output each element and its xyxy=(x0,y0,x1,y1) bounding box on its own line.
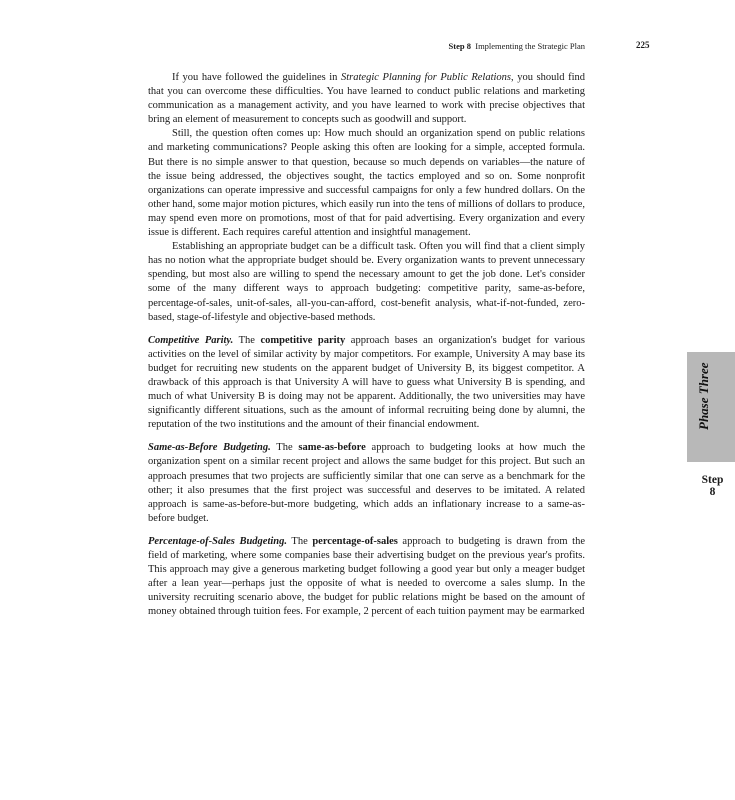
book-title: Strategic Planning for Public Relations xyxy=(341,72,512,83)
section-text: approach to budgeting looks at how much the organization spent on a similar recent project and allows the same budget for this project. But such an approach presumes that two projects are sufficiently similar that one can serve as a benchmark for the other; it also presumes that the first project was successful and deserves to be imitated. A related approach is same-as-before-but-more budgeting, which adds an inflationary increase to a same-as-before budget. xyxy=(148,442,585,524)
intro-text: If you have followed the guidelines in xyxy=(172,72,342,83)
header-step: Step 8 xyxy=(448,41,471,51)
running-header xyxy=(400,41,585,51)
section-heading: Percentage-of-Sales Budgeting. xyxy=(148,535,288,547)
key-term: competitive parity xyxy=(260,334,346,346)
section-heading: Competitive Parity. xyxy=(148,334,234,346)
intro-paragraph-2: Still, the question often comes up: How much should an organization spend on public relations and marketing communications? People asking this often are looking for a simple, accepted formula. But there is no simple answer to that question, because so much depends on variables—the nature of the issue being addressed, the objectives sought, the tactics employed and so on. Some nonprofit organizations can operate impressive and successful campaigns for only a few hundred dollars. On the other hand, some major motion pictures, which easily run into the tens of millions of dollars to produce, may spend even more on promotions, most of that for paid advertising. Every organization and every issue is different. Each requires careful attention and insightful management. xyxy=(148,128,585,239)
intro-paragraph-1 xyxy=(148,71,585,127)
step-number: 8 xyxy=(709,486,716,498)
phase-label: Phase Three xyxy=(696,362,711,430)
section-text: approach bases an organization's budget for various activities on the level of similar activity by major competitors. For example, University A may base its budget for recruiting new students on the apparent budget of University B, its biggest competitor. A drawback of this approach is that University A will have to guess what University B is spending, and much of what University B is doing may not be apparent. Additionally, the two universities may have significantly different situations, such as the amount of informal recruiting being done by alumni, the reputation of the two institutions and the amount of their financial endowment. xyxy=(148,334,585,431)
section-competitive-parity xyxy=(148,334,585,433)
header-section-title: Implementing the Strategic Plan xyxy=(475,41,585,51)
intro-paragraph-3: Establishing an appropriate budget can be a difficult task. Often you will find that a client simply has no notion what the appropriate budget should be. Every organization wants to prevent unnecessary spending, but most also are willing to spend the necessary amount to get the job done. Let's consider some of the many different ways to approach budgeting: competitive parity, same-as-before, percentage-of-sales, unit-of-sales, all-you-can-afford, cost-benefit analysis, what-if-not-funded, zero-based, stage-of-lifestyle and objective-based methods. xyxy=(148,241,585,323)
section-percentage-of-sales xyxy=(148,535,585,620)
intro-text: , you should find that you can overcome these difficulties. You have learned to conduct public relations and marketing communication as a management activity, and you have learned to work with precise objectives that bring an element of measurement to concepts such as goodwill and support. xyxy=(148,72,586,126)
key-term: same-as-before xyxy=(298,442,366,454)
key-term: percentage-of-sales xyxy=(312,535,398,547)
section-text: The xyxy=(270,442,299,454)
section-text: approach to budgeting is drawn from the field of marketing, where some companies base their advertising budget on the previous year's profits. This approach may give a generous marketing budget following a good year but only a meager budget after a lean year—perhaps just the opposite of what is needed to overcome a sales slump. In the university recruiting scenario above, the budget for public relations might be based on the amount of money obtained through tuition fees. For example, 2 percent of each tuition payment may be earmarked xyxy=(148,535,586,618)
step-marker xyxy=(690,474,735,498)
section-text: The xyxy=(287,535,313,547)
page-number: 225 xyxy=(636,40,650,50)
section-text: The xyxy=(233,334,261,346)
page-body xyxy=(148,71,585,619)
step-word: Step xyxy=(701,474,724,486)
section-heading: Same-as-Before Budgeting. xyxy=(148,442,271,454)
section-same-as-before xyxy=(148,441,585,526)
